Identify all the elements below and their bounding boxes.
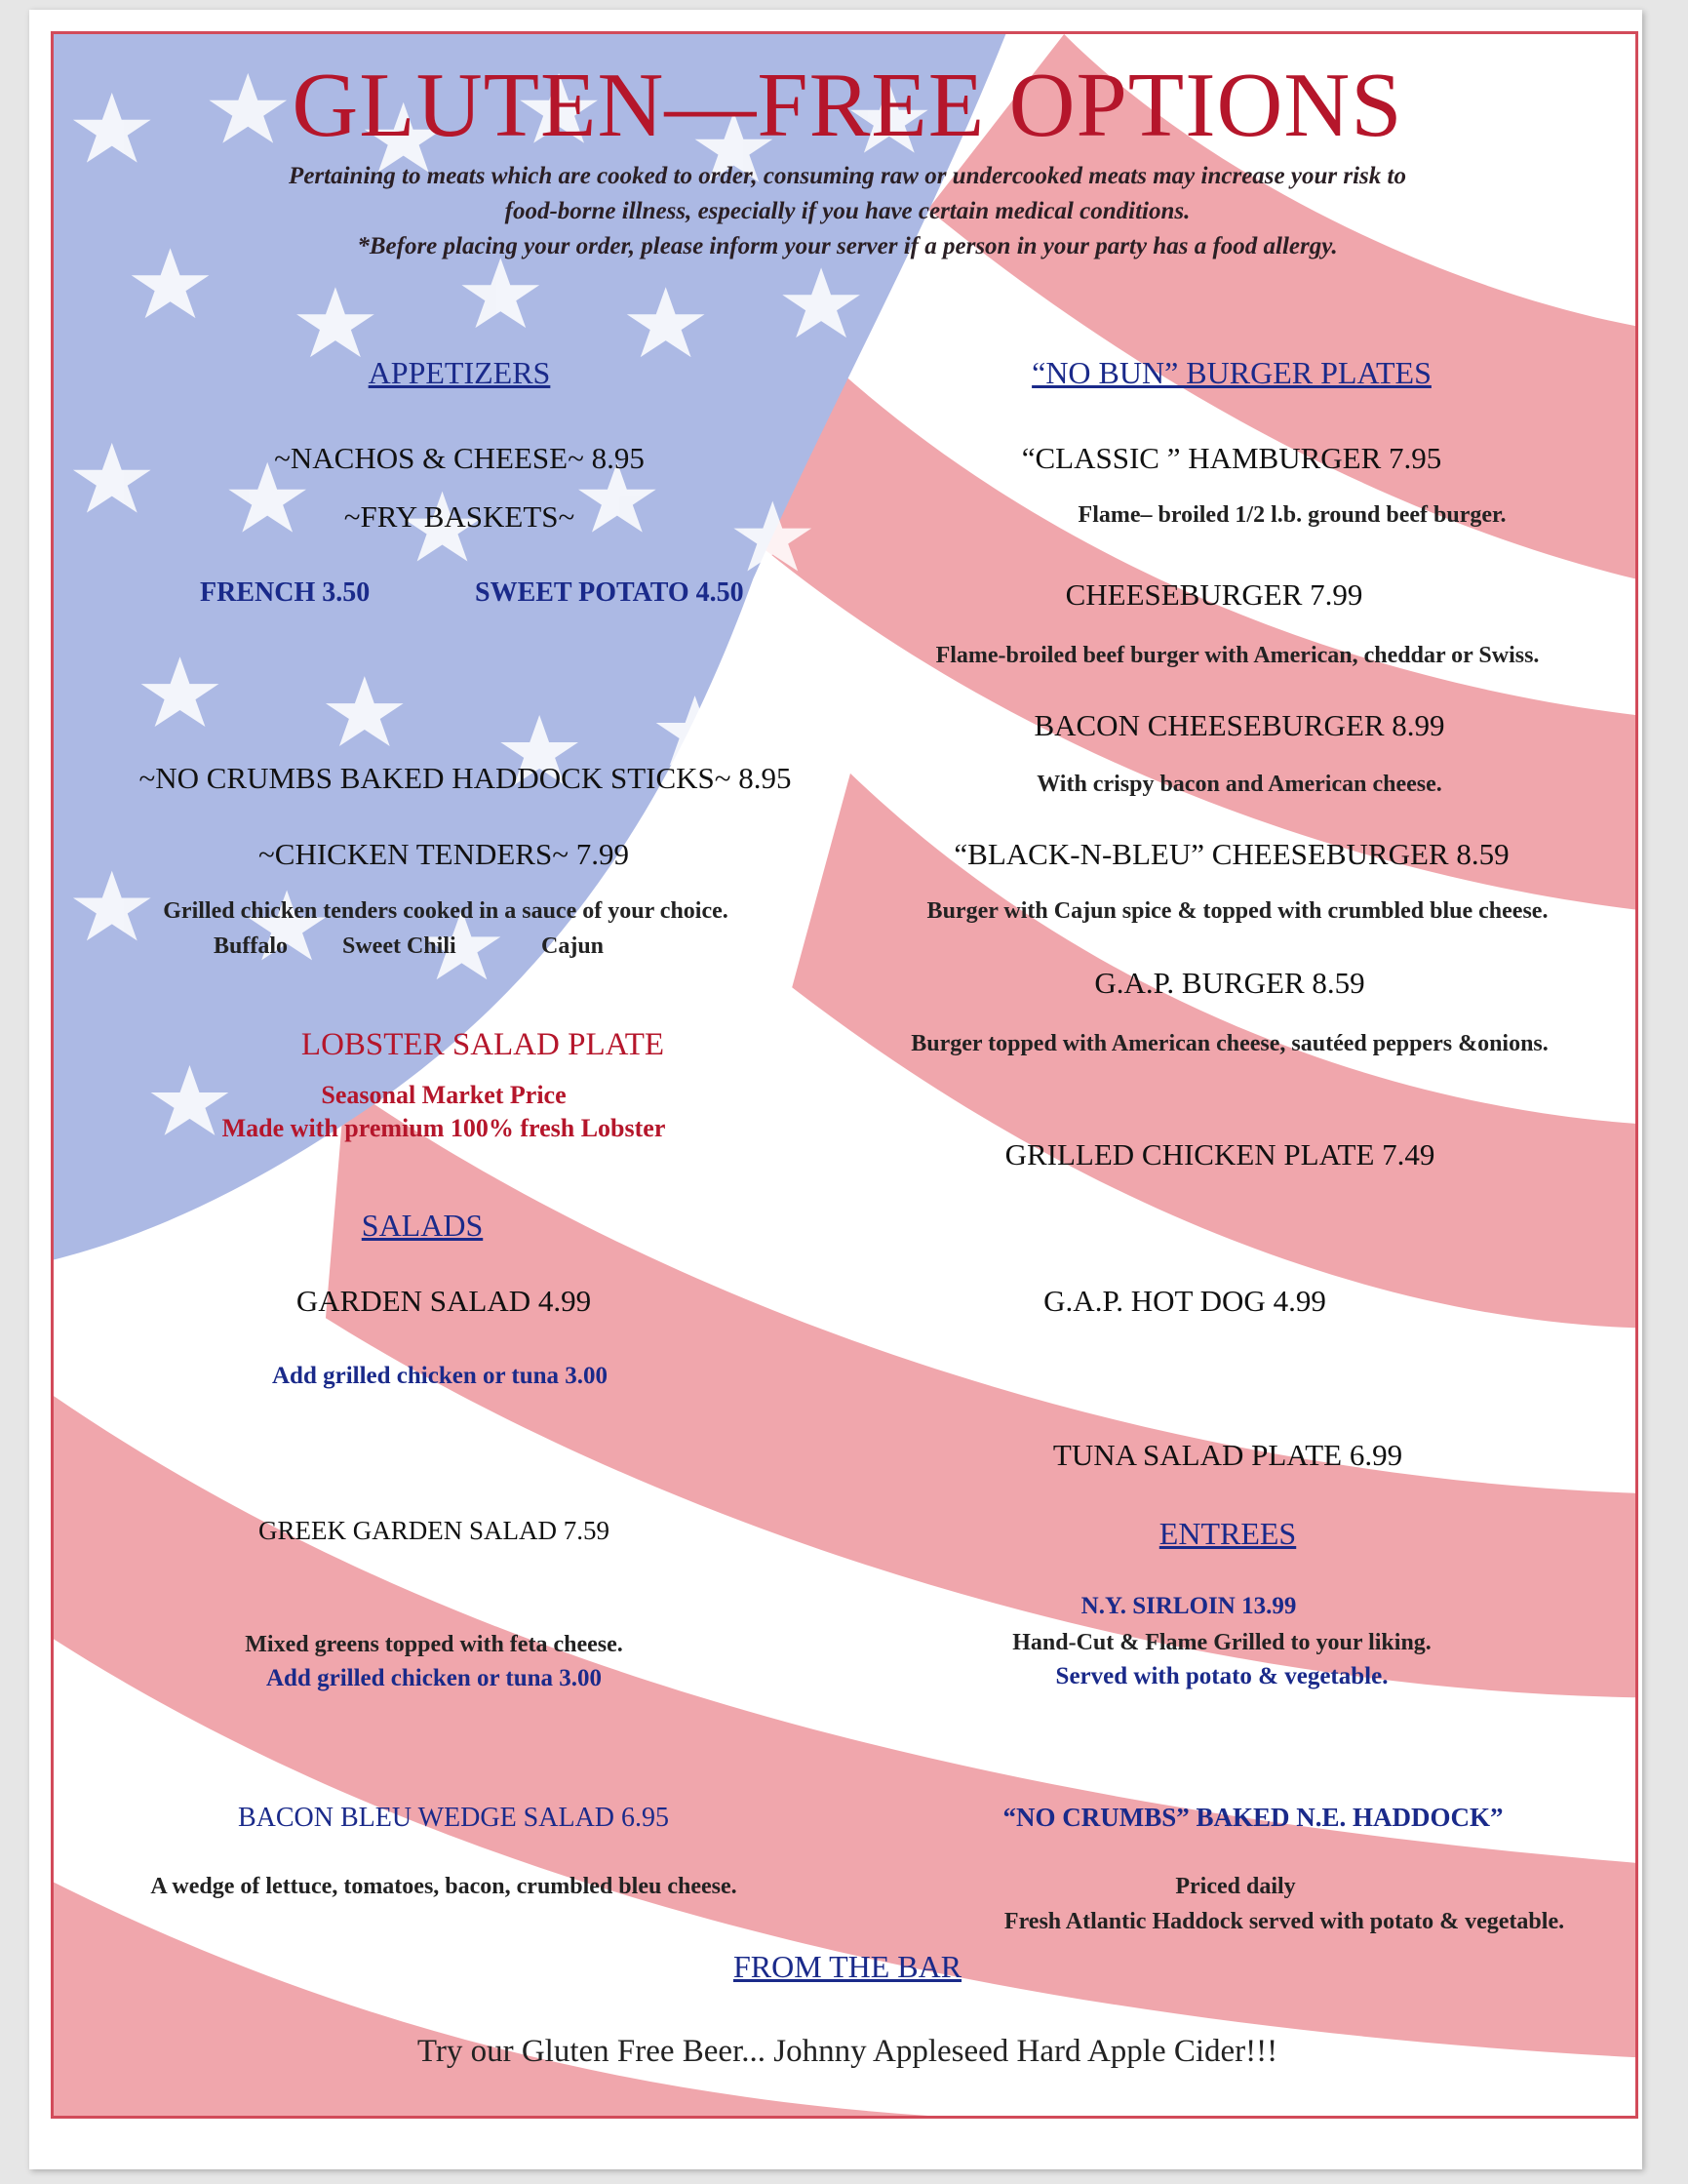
disclaimer-line-3: *Before placing your order, please inform your server if a person in your party has a food allergy. xyxy=(357,233,1338,259)
fry-baskets-header: ~FRY BASKETS~ xyxy=(343,499,575,534)
black-n-bleu-description: Burger with Cajun spice & topped with crumbled blue cheese. xyxy=(926,898,1549,924)
garden-salad-addon: Add grilled chicken or tuna 3.00 xyxy=(271,1363,608,1389)
sirloin-served-with: Served with potato & vegetable. xyxy=(1055,1663,1389,1689)
cheeseburger-description: Flame-broiled beef burger with American, cheddar or Swiss. xyxy=(935,643,1540,668)
menu-item-haddock-sticks: ~NO CRUMBS BAKED HADDOCK STICKS~ 8.95 xyxy=(138,761,792,795)
menu-item-bacon-bleu-wedge: BACON BLEU WEDGE SALAD 6.95 xyxy=(237,1803,670,1833)
chicken-tenders-description: Grilled chicken tenders cooked in a sauce of your choice. xyxy=(163,898,728,924)
menu-item-baked-haddock: “NO CRUMBS” BAKED N.E. HADDOCK” xyxy=(1002,1803,1504,1832)
greek-salad-addon: Add grilled chicken or tuna 3.00 xyxy=(265,1665,603,1691)
page-title: GLUTEN—FREE OPTIONS xyxy=(292,55,1403,156)
menu-item-chicken-tenders: ~CHICKEN TENDERS~ 7.99 xyxy=(257,837,630,871)
bar-description: Try our Gluten Free Beer... Johnny Appleseed Hard Apple Cider!!! xyxy=(416,2034,1278,2069)
gap-burger-description: Burger topped with American cheese, sautéed peppers &onions. xyxy=(911,1031,1549,1056)
classic-hamburger-description: Flame– broiled 1/2 l.b. ground beef burger. xyxy=(1078,502,1507,528)
menu-item-cheeseburger: CHEESEBURGER 7.99 xyxy=(1065,577,1363,612)
menu-item-tuna-salad-plate: TUNA SALAD PLATE 6.99 xyxy=(1052,1438,1403,1472)
menu-item-ny-sirloin: N.Y. SIRLOIN 13.99 xyxy=(1080,1593,1297,1619)
sauce-option-buffalo: Buffalo xyxy=(214,933,289,959)
menu-item-greek-salad: GREEK GARDEN SALAD 7.59 xyxy=(258,1516,609,1545)
menu-item-nachos: ~NACHOS & CHEESE~ 8.95 xyxy=(274,441,645,475)
menu-item-french-fries: FRENCH 3.50 xyxy=(200,577,371,608)
haddock-description: Fresh Atlantic Haddock served with potato & vegetable. xyxy=(1003,1909,1565,1934)
bacon-cheeseburger-description: With crispy bacon and American cheese. xyxy=(1037,772,1442,797)
lobster-description: Made with premium 100% fresh Lobster xyxy=(221,1114,666,1142)
menu-item-black-n-bleu: “BLACK-N-BLEU” CHEESEBURGER 8.59 xyxy=(954,837,1510,871)
burger-plates-header: “NO BUN” BURGER PLATES xyxy=(1032,355,1432,390)
sauce-option-sweet-chili: Sweet Chili xyxy=(342,933,456,959)
menu-item-bacon-cheeseburger: BACON CHEESEBURGER 8.99 xyxy=(1034,708,1445,742)
haddock-price: Priced daily xyxy=(1175,1874,1296,1899)
greek-salad-description: Mixed greens topped with feta cheese. xyxy=(245,1632,623,1657)
entrees-header: ENTREES xyxy=(1158,1516,1297,1551)
menu-frame xyxy=(51,31,1638,2119)
menu-item-garden-salad: GARDEN SALAD 4.99 xyxy=(295,1284,592,1318)
salads-header: SALADS xyxy=(361,1208,484,1243)
menu-item-classic-hamburger: “CLASSIC ” HAMBURGER 7.95 xyxy=(1021,441,1442,475)
lobster-price: Seasonal Market Price xyxy=(321,1081,567,1109)
sirloin-description: Hand-Cut & Flame Grilled to your liking. xyxy=(1012,1630,1432,1655)
menu-item-grilled-chicken-plate: GRILLED CHICKEN PLATE 7.49 xyxy=(1004,1137,1435,1171)
appetizers-header: APPETIZERS xyxy=(368,355,551,390)
wedge-salad-description: A wedge of lettuce, tomatoes, bacon, crumbled bleu cheese. xyxy=(150,1874,737,1899)
lobster-salad-header: LOBSTER SALAD PLATE xyxy=(300,1027,665,1062)
disclaimer-line-2: food-borne illness, especially if you have certain medical conditions. xyxy=(504,198,1191,224)
menu-item-sweet-potato-fries: SWEET POTATO 4.50 xyxy=(475,577,744,608)
menu-item-gap-hot-dog: G.A.P. HOT DOG 4.99 xyxy=(1043,1284,1326,1318)
disclaimer-line-1: Pertaining to meats which are cooked to order, consuming raw or undercooked meats may increase your risk to xyxy=(289,163,1406,189)
sauce-option-cajun: Cajun xyxy=(541,933,605,959)
menu-item-gap-burger: G.A.P. BURGER 8.59 xyxy=(1094,966,1365,1000)
from-the-bar-header: FROM THE BAR xyxy=(732,1949,962,1984)
